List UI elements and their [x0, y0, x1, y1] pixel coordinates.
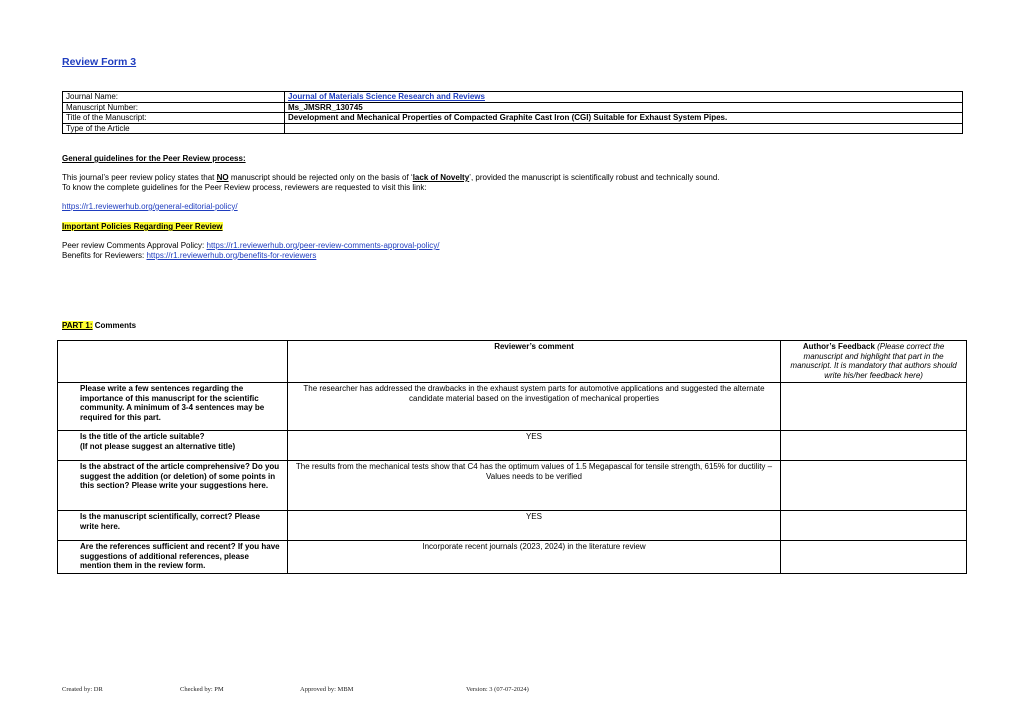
footer-checked-by: Checked by: PM [180, 686, 224, 693]
no-emphasis: NO [216, 173, 229, 182]
table-row [63, 123, 963, 134]
reviewer-comment-cell[interactable]: The researcher has addressed the drawbacks in the exhaust system parts for automotive applications and suggested the alternate candidate material based on the investigation of mechanical properties [287, 383, 780, 431]
manuscript-title-value: Development and Mechanical Properties of Compacted Graphite Cast Iron (CGI) Suitable for Exhaust System Pipes. [285, 113, 963, 124]
benefits-label: Benefits for Reviewers: [62, 250, 147, 260]
reviewer-comment-cell[interactable]: Incorporate recent journals (2023, 2024) in the literature review [287, 541, 780, 574]
journal-name-label: Journal Name: [63, 92, 285, 103]
approval-policy-link[interactable]: https://r1.reviewerhub.org/peer-review-comments-approval-policy/ [206, 241, 440, 250]
policies-heading: Important Policies Regarding Peer Review [62, 222, 223, 231]
lack-of-novelty-emphasis: lack of Novelty [412, 173, 470, 182]
approval-policy-label: Peer review Comments Approval Policy: [62, 241, 207, 250]
article-type-value [285, 123, 963, 134]
manuscript-number-label: Manuscript Number: [63, 102, 285, 113]
article-type-label: Type of the Article [63, 123, 285, 134]
table-row [58, 383, 967, 431]
author-feedback-header: Author’s Feedback (Please correct the manuscript and highlight that part in the manuscript. It is mandatory that authors should write his/her feedback here) [781, 341, 967, 383]
reviewer-comment-cell[interactable]: YES [287, 431, 780, 461]
guidelines-link-intro: To know the complete guidelines for the Peer Review process, reviewers are requested to visit this link: [62, 182, 427, 192]
benefits-link[interactable]: https://r1.reviewerhub.org/benefits-for-reviewers [146, 250, 317, 260]
author-feedback-cell[interactable] [781, 511, 967, 541]
question-cell: Is the abstract of the article comprehensive? Do you suggest the addition (or deletion) of some points in this section? Please write your suggestions here. [58, 461, 288, 511]
manuscript-title-label: Title of the Manuscript: [63, 113, 285, 124]
part1-label: PART 1: [62, 321, 93, 330]
form-title: Review Form 3 [62, 56, 137, 68]
manuscript-number-value: Ms_JMSRR_130745 [285, 102, 963, 113]
author-feedback-cell[interactable] [781, 431, 967, 461]
policies-paragraph [62, 241, 762, 260]
empty-header-cell [58, 341, 288, 383]
guidelines-heading: General guidelines for the Peer Review process: [62, 154, 246, 163]
table-row [63, 92, 963, 103]
table-row [58, 511, 967, 541]
manuscript-info-table [62, 91, 963, 134]
question-cell: Is the manuscript scientifically, correct? Please write here. [58, 511, 288, 541]
table-row [63, 113, 963, 124]
question-cell: Please write a few sentences regarding the importance of this manuscript for the scientific community. A minimum of 3-4 sentences may be required for this part. [58, 383, 288, 431]
table-header-row [58, 341, 967, 383]
comments-table [57, 340, 967, 574]
footer-created-by: Created by: DR [62, 686, 103, 693]
editorial-policy-link[interactable]: https://r1.reviewerhub.org/general-editorial-policy/ [62, 202, 238, 211]
reviewer-comment-header: Reviewer’s comment [287, 341, 780, 383]
guidelines-paragraph: This journal’s peer review policy states that NO manuscript should be rejected only on the basis of ‘lack of Novelty’, provided the manuscript is scientifically robust and technically sound. To know the complete guidelines for the Peer Review process, reviewers are requested to visit this link: [62, 173, 720, 192]
reviewer-comment-cell[interactable]: YES [287, 511, 780, 541]
table-row [58, 541, 967, 574]
table-row [58, 431, 967, 461]
part1-heading [62, 321, 136, 330]
reviewer-comment-cell[interactable]: The results from the mechanical tests show that C4 has the optimum values of 1.5 Megapascal for tensile strength, 615% for ductility – Values needs to be verified [287, 461, 780, 511]
author-feedback-cell[interactable] [781, 541, 967, 574]
question-cell: Are the references sufficient and recent? If you have suggestions of additional references, please mention them in the review form. [58, 541, 288, 574]
footer-approved-by: Approved by: MBM [300, 686, 354, 693]
footer-version: Version: 3 (07-07-2024) [466, 686, 529, 693]
question-cell: Is the title of the article suitable? (If not please suggest an alternative title) [58, 431, 288, 461]
table-row [63, 102, 963, 113]
journal-name-link[interactable]: Journal of Materials Science Research and Reviews [288, 92, 485, 101]
table-row [58, 461, 967, 511]
author-feedback-cell[interactable] [781, 461, 967, 511]
part1-title: Comments [92, 321, 137, 330]
author-feedback-cell[interactable] [781, 383, 967, 431]
